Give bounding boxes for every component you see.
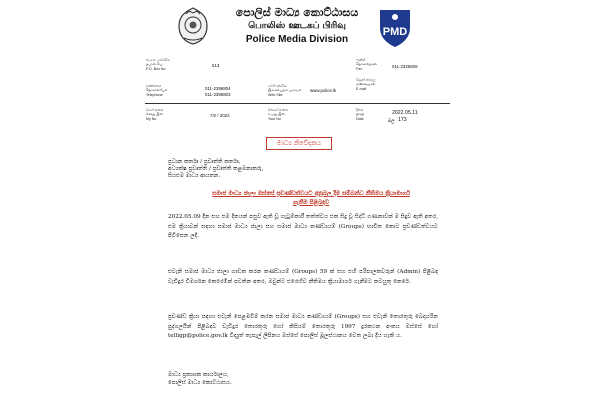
my-no-value: 7/2 / 2022 [210, 113, 230, 118]
subject-line: සමාජ මාධ්‍ය ජාලා ඔස්සේ ප්‍රචණ්ඩත්වයට අනුබල දීම සම්බන්ධ නීතිමය ක්‍රියාමාර්ග ගැනීම පිළිබඳව [212, 191, 410, 206]
your-no-labels: ඔබගේ අංකය உமது இல. Your No [268, 108, 288, 121]
telephone-labels: දුරකතනය தொலைபேசி Telephone [146, 84, 168, 97]
title-tamil: பொலிஸ் ஊடகப் பிரிவு [248, 21, 346, 31]
postbox-value: 513 [212, 63, 220, 68]
recipient-line: සියළුම මාධ්‍ය ආයතන. [168, 173, 221, 180]
police-emblem-icon [175, 6, 211, 46]
recipient-line: අධ්‍යක්ෂ ප්‍රවෘත්ති / ප්‍රවෘත්ති කළමනාකරු, [168, 166, 264, 173]
email-labels: විද්‍යුත් තැපෑල மின்னஞ்சல் E-mail [356, 78, 376, 91]
divider [145, 103, 450, 104]
website-labels: වෙබ් අඩවිය இணையதள முகவரி Web Site [268, 84, 302, 97]
paragraph-3: ප්‍රචණ්ඩ ක්‍රියා සඳහා එවැනි පෙළඹවීම් කරන සමාජ මාධ්‍ය කණ්ඩායම් (Groups) සහ එවැනි තොරතුරු බෙදාහරින පුද්ගලයින් පිළිබඳව වැඩිදුර තොරතුරු හෝ කිසියම් තොරතුරු 1997 දුරකථන අංකය ඔස්සේ හෝ telligp@police.gov.lk විද්‍යුත් තැපැල් ලිපිනය ඔස්සේ පොලිස් මූලස්ථානය වෙත ලබා දිය හැකි ය. [168, 314, 438, 339]
ref-label: බල [388, 118, 395, 123]
signature-block: මාධ්‍ය ප්‍රකාශක කාර්යාලය, පොලිස් මාධ්‍ය කොට්ඨාසය. [168, 372, 232, 386]
paragraph-2: එවැනි සමාජ මාධ්‍ය ජාලා ගාඩක කරන කණ්ඩායම් (Groups) 59 ක් සහ එහි පරිපාලකවරුන් (Admin) පිළිබඳ වැඩිදුර විමර්ශන කෙරෙමින් පවතින අතර, ඔවුන්ට එරෙහිව නීතිමය ක්‍රියාමාර්ග ගැනීමට කටයුතු කෙරේ. [168, 269, 438, 285]
date-labels: දිනය திகதி Date [356, 108, 365, 121]
website-value: www.police.lk [310, 88, 337, 93]
title-sinhala: පොලිස් මාධ්‍ය කොට්ඨාසය [235, 6, 359, 19]
paragraph-1: 2022.05.09 දින සහ එම දිනයන් පසුව ඇති වූ ගැටුම්කාරී තත්ත්වය එක සිදු වූ සිද්ධි ගණනාවක් ම සිදුව ඇති අතර, එම ක්‍රියාවන් සඳහා සමාජ මාධ්‍ය ජාලා සහ සමාජ මාධ්‍ය කණ්ඩායම් (Groups) භාවිත කොට ප්‍රචණ්ඩත්වයට පිවිසෙන ලදී. [168, 214, 438, 239]
pmd-shield-logo [378, 6, 412, 48]
pmd-logo-text: PMD [382, 26, 408, 38]
title-english: Police Media Division [245, 34, 349, 45]
ref-value: 173 [398, 117, 407, 123]
my-no-labels: මගේ අංකය எனது இல. My No [146, 108, 164, 121]
fax-value: 011-2325509 [392, 64, 418, 69]
postbox-labels: පැ.පෙ. පෙට්ටිය தபால் பெ. P.O. Box No [146, 58, 170, 71]
date-value: 2022.05.11 [392, 110, 418, 116]
fax-labels: ෆැක්ස් தொலைநகல் Fax [356, 58, 377, 71]
telephone-value-1: 011-2396804 [205, 86, 231, 91]
recipients-block [168, 159, 263, 181]
recipient-line: ප්‍රධාන කර්තෘ / ප්‍රවෘත්ති කර්තෘ, [168, 159, 241, 165]
telephone-value-2: 011-2396803 [205, 92, 231, 97]
media-release-heading: මාධ්‍ය නිවේදනය [266, 137, 332, 150]
